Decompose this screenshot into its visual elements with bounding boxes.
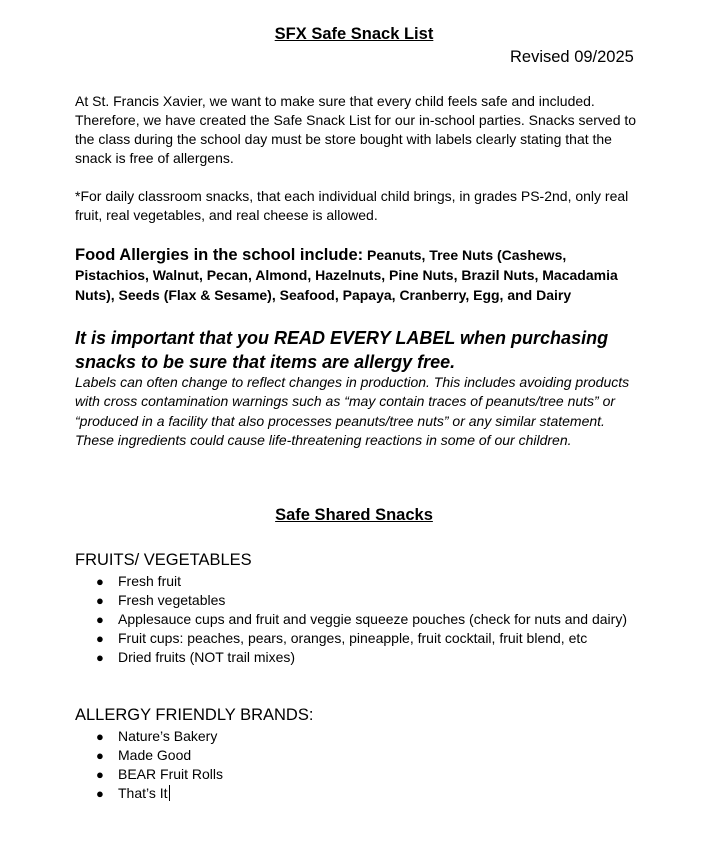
revised-date: Revised 09/2025 <box>510 48 634 66</box>
list-item: ● Dried fruits (NOT trail mixes) <box>96 649 296 665</box>
label-warning-paragraph: Labels can often change to reflect changes in production. This includes avoiding products with cross contamination warnings such as “may contain traces of peanuts/tree nuts” or “produced in a facility that also processes peanuts/tree nuts” or any similar statement. These ingredients could cause life-threatening reactions in some of our children. <box>75 374 630 448</box>
allergy-lead: Food Allergies in the school include: <box>75 246 364 264</box>
bullet-icon: ● <box>96 631 104 646</box>
intro-paragraph: At St. Francis Xavier, we want to make sure that every child feels safe and included. Therefore, we have created the Safe Snack List for our in-school parties. Snacks served to the class during the school day must be store bought with labels clearly stating that the snack is free of allergens. <box>75 93 637 166</box>
list-item: ● Nature’s Bakery <box>96 728 218 744</box>
list-item: ● Made Good <box>96 747 192 763</box>
bullet-icon: ● <box>96 574 104 589</box>
allergy-paragraph <box>75 245 640 305</box>
bullet-icon: ● <box>96 748 104 763</box>
bullet-icon: ● <box>96 786 104 801</box>
bullet-icon: ● <box>96 767 104 782</box>
bullet-icon: ● <box>96 650 104 665</box>
allergy-friendly-brands-list <box>75 727 635 803</box>
daily-snack-note: *For daily classroom snacks, that each individual child brings, in grades PS-2nd, only real fruit, real vegetables, and real cheese is allowed. <box>75 188 629 223</box>
important-heading: It is important that you READ EVERY LABEL when purchasing snacks to be sure that items are allergy free. <box>75 328 609 372</box>
allergy-friendly-brands-heading: ALLERGY FRIENDLY BRANDS: <box>75 706 314 724</box>
bullet-icon: ● <box>96 612 104 627</box>
list-item: ● Applesauce cups and fruit and veggie squeeze pouches (check for nuts and dairy) <box>96 611 627 627</box>
document-title: SFX Safe Snack List <box>274 25 434 43</box>
bullet-icon: ● <box>96 593 104 608</box>
fruits-vegetables-list <box>75 572 635 667</box>
list-item: ● That’s It <box>96 785 168 801</box>
list-item: ● Fresh fruit <box>96 573 182 589</box>
bullet-icon: ● <box>96 729 104 744</box>
list-item: ● BEAR Fruit Rolls <box>96 766 224 782</box>
text-cursor <box>169 785 170 801</box>
safe-shared-snacks-heading: Safe Shared Snacks <box>275 506 433 524</box>
list-item: ● Fresh vegetables <box>96 592 226 608</box>
allergy-list: Peanuts, Tree Nuts (Cashews, Pistachios, Walnut, Pecan, Almond, Hazelnuts, Pine Nuts, Brazil Nuts, Macadamia Nuts), Seeds (Flax & Sesame), Seafood, Papaya, Cranberry, Egg, and Dairy <box>75 247 618 303</box>
list-item: ● Fruit cups: peaches, pears, oranges, pineapple, fruit cocktail, fruit blend, etc <box>96 630 588 646</box>
fruits-vegetables-heading: FRUITS/ VEGETABLES <box>75 551 252 569</box>
